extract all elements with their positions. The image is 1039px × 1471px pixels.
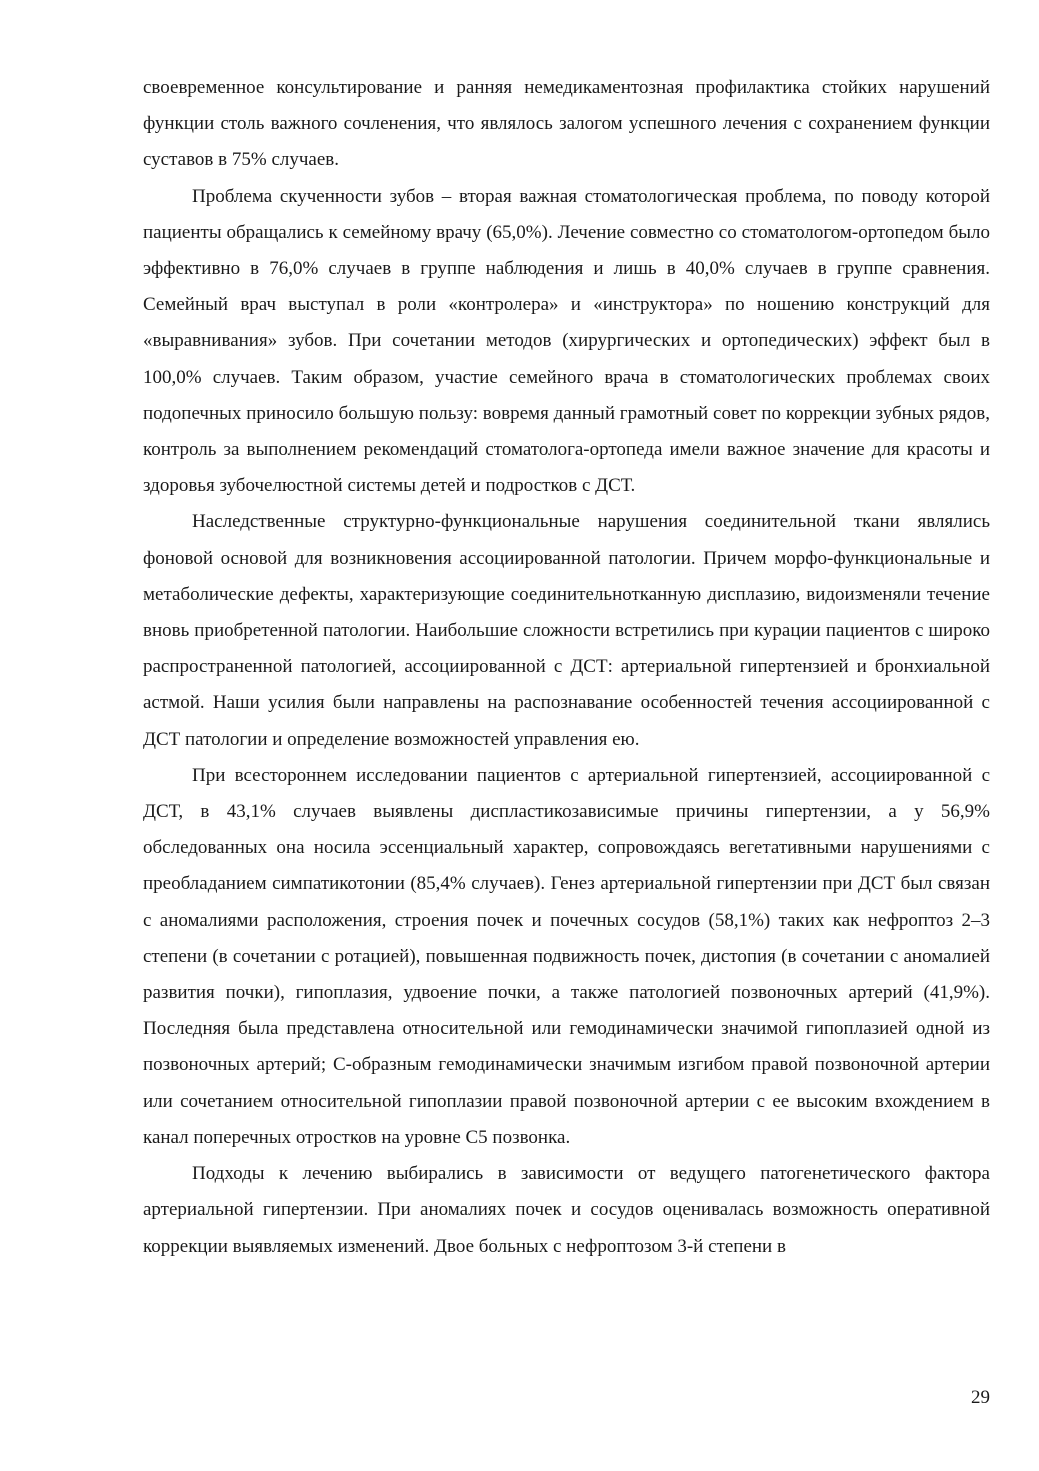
paragraph-4: При всестороннем исследовании пациентов с артериальной гипертензией, ассоциированной с ДСТ, в 43,1% случаев выявлены диспластикозависимые причины гипертензии, а у 56,9% обследованных она носила эссенциальный характер, сопровождаясь вегетативными нарушениями с преобладанием симпатикотонии (85,4% случаев). Генез артериальной гипертензии при ДСТ был связан с аномалиями расположения, строения почек и почечных сосудов (58,1%) таких как нефроптоз 2–3 степени (в сочетании с ротацией), повышенная подвижность почек, дистопия (в сочетании с аномалией развития почки), гипоплазия, удвоение почки, а также патологией позвоночных артерий (41,9%). Последняя была представлена относительной или гемодинамически значимой гипоплазией одной из позвоночных артерий; С-образным гемодинамически значимым изгибом правой позвоночной артерии или сочетанием относительной гипоплазии правой позвоночной артерии с ее высоким вхождением в канал поперечных отростков на уровне С5 позвонка. bbox=[143, 764, 990, 1148]
paragraph-1: своевременное консультирование и ранняя немедикаментозная профилактика стойких нарушений функции столь важного сочленения, что являлось залогом успешного лечения с сохранением функции суставов в 75% случаев. bbox=[143, 77, 990, 171]
paragraph-2: Проблема скученности зубов – вторая важная стоматологическая проблема, по поводу которой пациенты обращались к семейному врачу (65,0%). Лечение совместно со стоматологом-ортопедом было эффективно в 76,0% случаев в группе наблюдения и лишь в 40,0% случаев в группе сравнения. Семейный врач выступал в роли «контролера» и «инструктора» по ношению конструкций для «выравнивания» зубов. При сочетании методов (хирургических и ортопедических) эффект был в 100,0% случаев. Таким образом, участие семейного врача в стоматологических проблемах своих подопечных приносило большую пользу: вовремя данный грамотный совет по коррекции зубных рядов, контроль за выполнением рекомендаций стоматолога-ортопеда имели важное значение для красоты и здоровья зубочелюстной системы детей и подростков с ДСТ. bbox=[143, 185, 990, 497]
body-text bbox=[143, 70, 990, 1265]
paragraph-3: Наследственные структурно-функциональные нарушения соединительной ткани являлись фоновой основой для возникновения ассоциированной патологии. Причем морфо-функциональные и метаболические дефекты, характеризующие соединительнотканную дисплазию, видоизменяли течение вновь приобретенной патологии. Наибольшие сложности встретились при курации пациентов с широко распространенной патологией, ассоциированной с ДСТ: артериальной гипертензией и бронхиальной астмой. Наши усилия были направлены на распознавание особенностей течения ассоциированной с ДСТ патологии и определение возможностей управления ею. bbox=[143, 511, 990, 750]
paragraph-5: Подходы к лечению выбирались в зависимости от ведущего патогенетического фактора артериальной гипертензии. При аномалиях почек и сосудов оценивалась возможность оперативной коррекции выявляемых изменений. Двое больных с нефроптозом 3-й степени в bbox=[143, 1163, 990, 1257]
page-number: 29 bbox=[971, 1387, 990, 1408]
